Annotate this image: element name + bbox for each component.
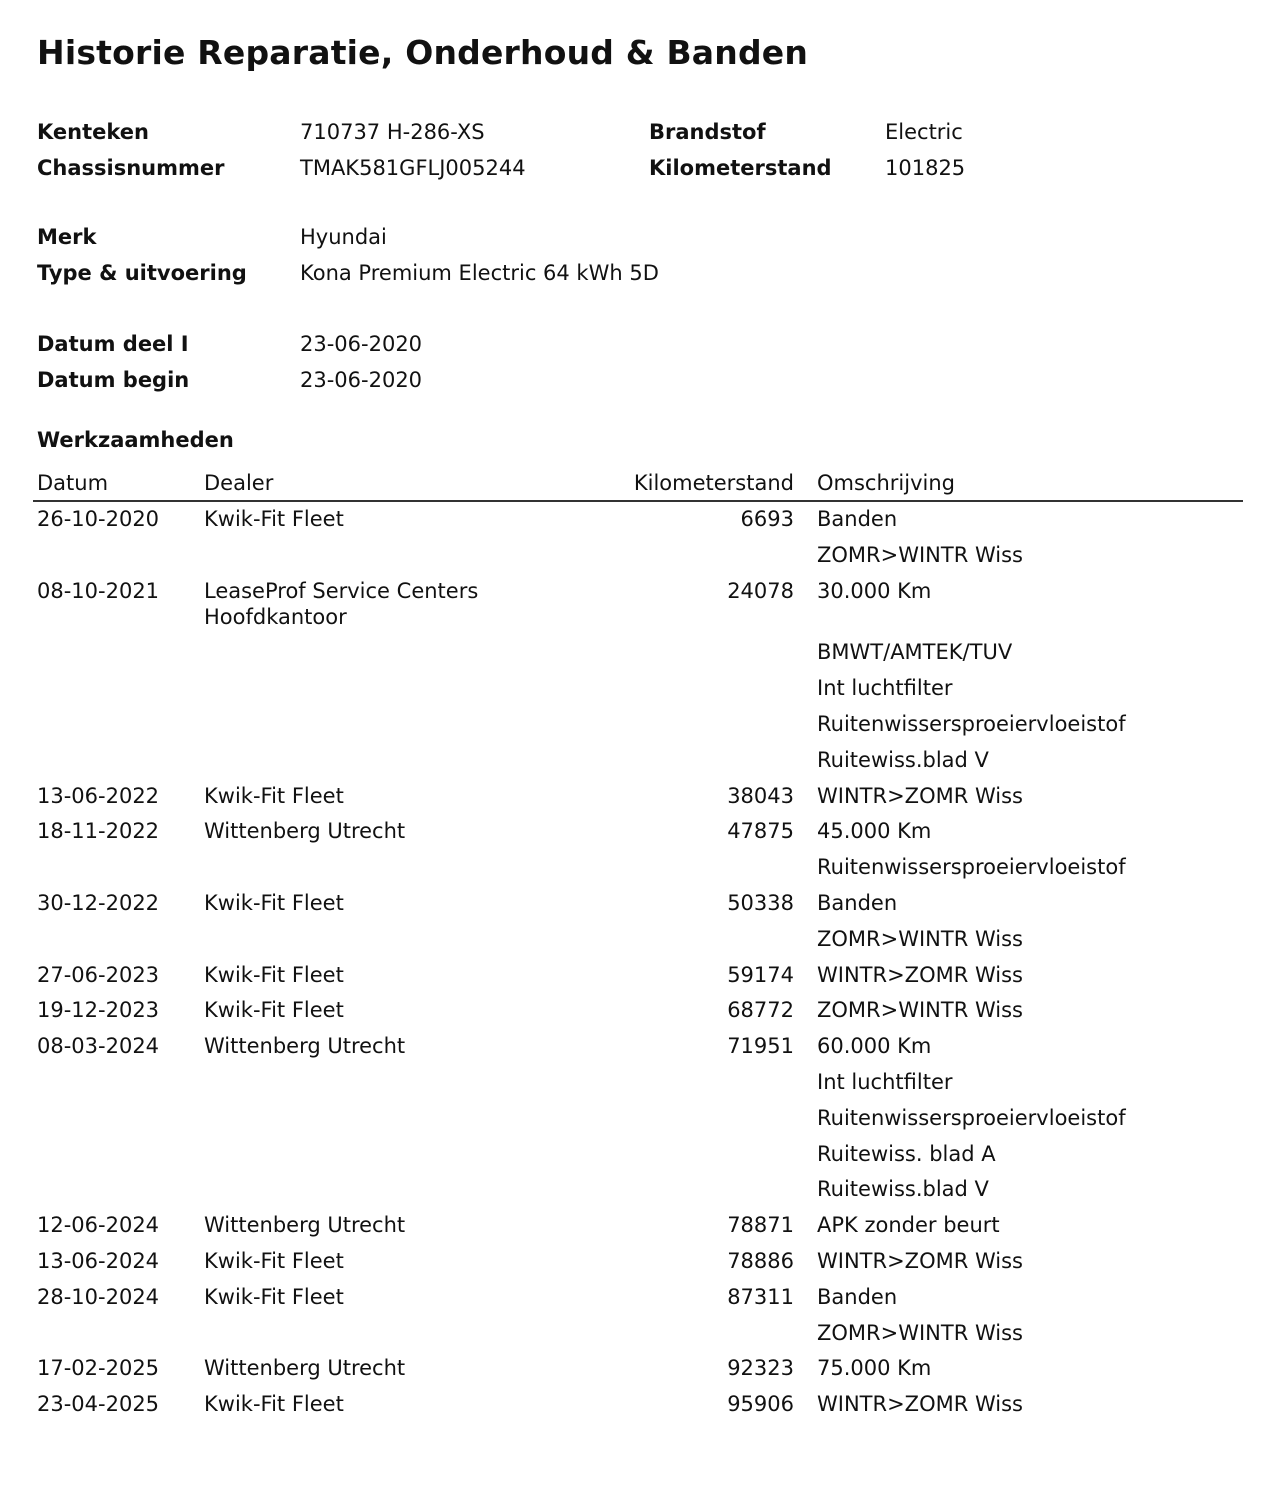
row-dealer: Kwik-Fit Fleet (204, 1392, 344, 1417)
row-kilometerstand: 78886 (727, 1249, 794, 1273)
row-dealer: Kwik-Fit Fleet (204, 507, 344, 531)
row-omschrijving: ZOMR>WINTR Wiss (817, 1320, 1024, 1345)
werkzaamheden-title: Werkzaamheden (37, 428, 234, 452)
row-datum: 30-12-2022 (37, 891, 160, 915)
row-omschrijving: WINTR>ZOMR Wiss (817, 1249, 1024, 1273)
row-kilometerstand: 38043 (727, 783, 794, 808)
datum-deel-value: 23-06-2020 (300, 332, 423, 356)
row-kilometerstand: 47875 (727, 819, 794, 844)
row-kilometerstand: 50338 (727, 891, 794, 915)
row-omschrijving: WINTR>ZOMR Wiss (817, 962, 1024, 987)
row-dealer: Kwik-Fit Fleet (204, 783, 344, 808)
row-omschrijving: 30.000 Km (817, 578, 932, 603)
merk-label: Merk (37, 225, 97, 249)
row-omschrijving: WINTR>ZOMR Wiss (817, 783, 1024, 808)
row-omschrijving: Banden (817, 507, 898, 531)
row-kilometerstand: 68772 (727, 998, 794, 1023)
row-dealer: Wittenberg Utrecht (204, 1356, 406, 1381)
row-kilometerstand: 78871 (727, 1213, 794, 1238)
row-omschrijving: BMWT/AMTEK/TUV (817, 640, 1013, 665)
row-kilometerstand: 92323 (727, 1356, 794, 1381)
chassis-value: TMAK581GFLJ005244 (300, 156, 526, 180)
type-label: Type & uitvoering (37, 261, 247, 285)
column-header-datum: Datum (37, 471, 109, 495)
row-dealer: Kwik-Fit Fleet (204, 962, 344, 987)
row-omschrijving: ZOMR>WINTR Wiss (817, 542, 1024, 567)
brandstof-label: Brandstof (649, 120, 766, 144)
column-header-dealer: Dealer (204, 471, 274, 495)
row-omschrijving: APK zonder beurt (817, 1213, 1000, 1238)
kenteken-value: 710737 H-286-XS (300, 120, 485, 144)
chassis-label: Chassisnummer (37, 156, 225, 180)
row-datum: 17-02-2025 (37, 1356, 160, 1381)
row-omschrijving: Ruitewiss. blad A (817, 1141, 996, 1166)
merk-value: Hyundai (300, 225, 387, 249)
row-kilometerstand: 95906 (727, 1392, 794, 1417)
row-omschrijving: Int luchtfilter (817, 676, 953, 701)
row-dealer: Kwik-Fit Fleet (204, 891, 344, 915)
kilometerstand-value: 101825 (885, 156, 966, 180)
row-datum: 23-04-2025 (37, 1392, 160, 1417)
row-omschrijving: 60.000 Km (817, 1034, 932, 1059)
datum-begin-value: 23-06-2020 (300, 368, 423, 392)
kilometerstand-label: Kilometerstand (649, 156, 832, 180)
row-datum: 13-06-2022 (37, 783, 160, 808)
row-datum: 12-06-2024 (37, 1213, 160, 1238)
row-kilometerstand: 71951 (727, 1034, 794, 1059)
row-kilometerstand: 24078 (727, 578, 794, 603)
row-omschrijving: Int luchtfilter (817, 1070, 953, 1094)
row-datum: 08-10-2021 (37, 578, 160, 603)
datum-deel-label: Datum deel I (37, 332, 189, 356)
row-omschrijving: 45.000 Km (817, 819, 932, 844)
row-dealer: Wittenberg Utrecht (204, 1213, 406, 1238)
row-datum: 13-06-2024 (37, 1249, 160, 1273)
row-dealer: Wittenberg Utrecht (204, 1034, 406, 1059)
row-omschrijving: Banden (817, 1284, 898, 1309)
row-omschrijving: Ruitenwissersproeiervloeistof (817, 712, 1126, 736)
row-kilometerstand: 59174 (727, 962, 794, 987)
row-omschrijving: Ruitenwissersproeiervloeistof (817, 1105, 1126, 1130)
row-omschrijving: ZOMR>WINTR Wiss (817, 926, 1024, 951)
row-omschrijving: 75.000 Km (817, 1356, 932, 1381)
row-omschrijving: Banden (817, 891, 898, 915)
row-dealer: Kwik-Fit Fleet (204, 1284, 344, 1309)
brandstof-value: Electric (885, 120, 963, 144)
page-title: Historie Reparatie, Onderhoud & Banden (37, 33, 809, 72)
row-omschrijving: WINTR>ZOMR Wiss (817, 1392, 1024, 1417)
row-omschrijving: Ruitewiss.blad V (817, 747, 989, 772)
row-omschrijving: Ruitenwissersproeiervloeistof (817, 855, 1126, 880)
type-value: Kona Premium Electric 64 kWh 5D (300, 261, 659, 285)
row-dealer: Kwik-Fit Fleet (204, 1249, 344, 1273)
row-omschrijving: ZOMR>WINTR Wiss (817, 998, 1024, 1023)
datum-begin-label: Datum begin (37, 368, 190, 392)
row-datum: 27-06-2023 (37, 962, 160, 987)
row-datum: 18-11-2022 (37, 819, 160, 844)
row-omschrijving: Ruitewiss.blad V (817, 1177, 989, 1202)
row-datum: 26-10-2020 (37, 507, 160, 531)
row-datum: 28-10-2024 (37, 1284, 160, 1309)
column-header-kilometerstand: Kilometerstand (633, 471, 794, 495)
row-dealer: LeaseProf Service Centers Hoofdkantoor (204, 578, 479, 629)
row-datum: 19-12-2023 (37, 998, 160, 1023)
column-header-omschrijving: Omschrijving (817, 471, 955, 495)
row-kilometerstand: 6693 (740, 507, 794, 531)
row-dealer: Wittenberg Utrecht (204, 819, 406, 844)
row-dealer: Kwik-Fit Fleet (204, 998, 344, 1023)
row-datum: 08-03-2024 (37, 1034, 160, 1059)
row-kilometerstand: 87311 (727, 1284, 794, 1309)
kenteken-label: Kenteken (37, 120, 149, 144)
